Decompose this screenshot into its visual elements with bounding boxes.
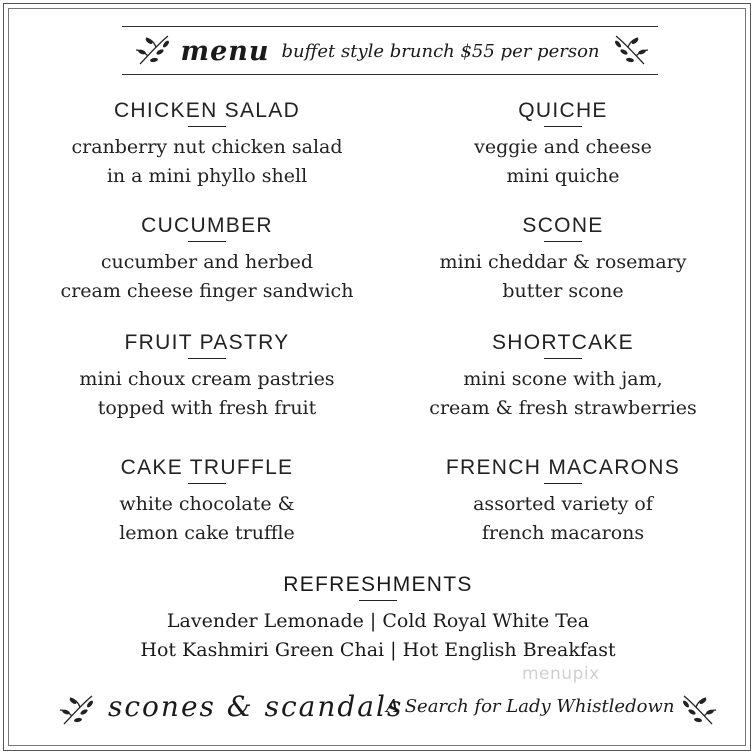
description-line: in a mini phyllo shell xyxy=(106,165,308,187)
title-underline xyxy=(359,600,397,601)
item-title: SHORTCAKE xyxy=(491,331,634,354)
description-line: white chocolate & xyxy=(119,493,295,515)
title-underline xyxy=(188,483,226,484)
item-title: CHICKEN SALAD xyxy=(113,99,301,122)
description-line: cream cheese finger sandwich xyxy=(60,280,354,302)
description-line: cranberry nut chicken salad xyxy=(71,136,343,158)
item-title: FRUIT PASTRY xyxy=(124,331,290,354)
menu-item-cucumber xyxy=(47,213,367,306)
item-description xyxy=(403,490,723,548)
menu-item-scone xyxy=(403,213,723,306)
description-line: topped with fresh fruit xyxy=(97,397,317,419)
description-line: mini choux cream pastries xyxy=(79,368,335,390)
item-description xyxy=(47,248,367,306)
menu-item-fruit-pastry xyxy=(47,330,367,423)
description-line: mini cheddar & rosemary xyxy=(439,251,687,273)
item-title: SCONE xyxy=(522,214,604,237)
item-description xyxy=(403,248,723,306)
item-description xyxy=(47,490,367,548)
header-bottom-rule xyxy=(122,74,658,75)
description-line: lemon cake truffle xyxy=(119,522,295,544)
refreshments-line: Hot Kashmiri Green Chai | Hot English Breakfast xyxy=(140,639,616,661)
title-underline xyxy=(544,483,582,484)
description-line: veggie and cheese xyxy=(474,136,652,158)
item-title: FRENCH MACARONS xyxy=(445,456,681,479)
menu-title: menu xyxy=(180,35,270,67)
description-line: french macarons xyxy=(481,522,645,544)
menu-item-shortcake xyxy=(403,330,723,423)
menu-item-quiche xyxy=(403,98,723,191)
refreshments-title: REFRESHMENTS xyxy=(283,573,473,596)
refreshments-line: Lavender Lemonade | Cold Royal White Tea xyxy=(166,610,590,632)
item-title: QUICHE xyxy=(518,99,608,122)
brand-name: scones & scandals xyxy=(108,690,404,723)
description-line: butter scone xyxy=(502,280,624,302)
footer xyxy=(60,690,720,730)
description-line: mini scone with jam, xyxy=(463,368,663,390)
title-underline xyxy=(544,126,582,127)
brand-tagline: A Search for Lady Whistledown xyxy=(386,696,675,717)
title-underline xyxy=(188,358,226,359)
menu-item-chicken-salad xyxy=(47,98,367,191)
title-underline xyxy=(188,126,226,127)
title-underline xyxy=(544,241,582,242)
title-underline xyxy=(188,241,226,242)
refreshments-list xyxy=(78,607,678,665)
item-description xyxy=(47,133,367,191)
menu-header xyxy=(122,30,658,72)
menu-item-cake-truffle xyxy=(47,455,367,548)
menu-subtitle: buffet style brunch $55 per person xyxy=(281,40,600,62)
refreshments-section xyxy=(78,572,678,665)
item-description xyxy=(403,133,723,191)
header-top-rule xyxy=(122,26,658,27)
title-underline xyxy=(544,358,582,359)
description-line: cucumber and herbed xyxy=(100,251,314,273)
menu-item-french-macarons xyxy=(403,455,723,548)
description-line: cream & fresh strawberries xyxy=(429,397,697,419)
watermark: menupix xyxy=(522,664,600,684)
item-description xyxy=(47,365,367,423)
item-description xyxy=(403,365,723,423)
item-title: CUCUMBER xyxy=(141,214,273,237)
item-title: CAKE TRUFFLE xyxy=(120,456,294,479)
description-line: mini quiche xyxy=(506,165,620,187)
description-line: assorted variety of xyxy=(473,493,653,515)
